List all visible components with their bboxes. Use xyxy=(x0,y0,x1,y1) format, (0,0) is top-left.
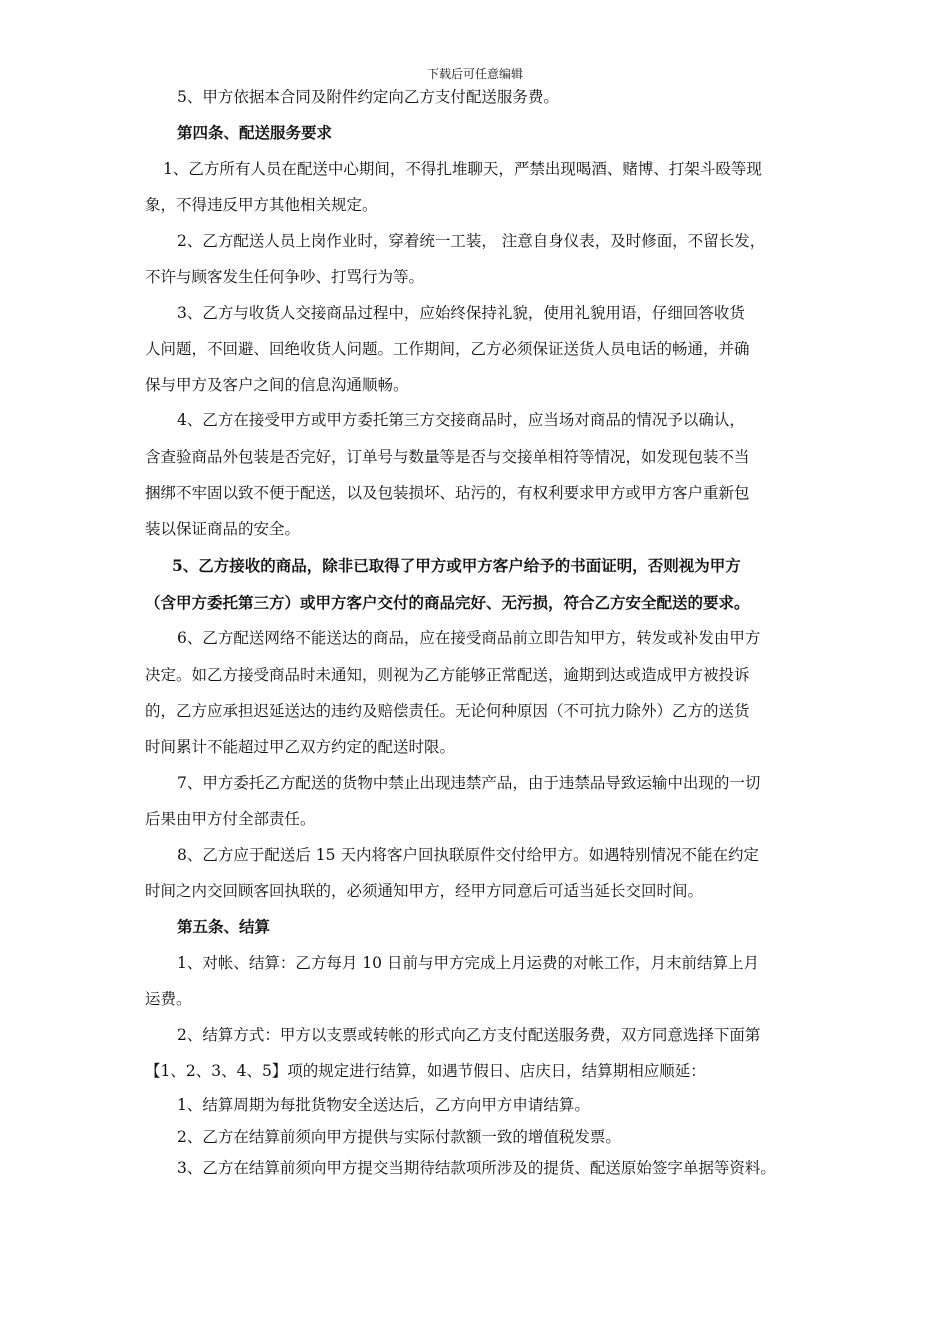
text-line: 装以保证商品的安全。 xyxy=(145,520,301,538)
text-line: 捆绑不牢固以致不便于配送，以及包装损坏、玷污的，有权利要求甲方或甲方客户重新包 xyxy=(145,484,750,502)
text-line: 2、乙方配送人员上岗作业时，穿着统一工装， 注意自身仪表，及时修面，不留长发， xyxy=(177,232,766,250)
text-line: 6、乙方配送网络不能送达的商品，应在接受商品前立即告知甲方，转发或补发由甲方 xyxy=(177,629,761,647)
section-heading: 第四条、配送服务要求 xyxy=(177,123,333,142)
text-line: 时间累计不能超过甲乙双方约定的配送时限。 xyxy=(145,738,456,756)
text-line: 后果由甲方付全部责任。 xyxy=(145,810,316,828)
text-line: 5、甲方依据本合同及附件约定向乙方支付配送服务费。 xyxy=(177,88,559,106)
text-line: 2、乙方在结算前须向甲方提供与实际付款额一致的增值税发票。 xyxy=(177,1128,621,1146)
text-line: 1、乙方所有人员在配送中心期间，不得扎堆聊天，严禁出现喝酒、赌博、打架斗殴等现 xyxy=(163,160,762,178)
bold-text-line: （含甲方委托第三方）或甲方客户交付的商品完好、无污损，符合乙方安全配送的要求。 xyxy=(145,593,750,612)
text-line: 1、结算周期为每批货物安全送达后，乙方向甲方申请结算。 xyxy=(177,1096,590,1114)
text-line: 不许与顾客发生任何争吵、打骂行为等。 xyxy=(145,268,425,286)
text-line: 人问题，不回避、回绝收货人问题。工作期间，乙方必须保证送货人员电话的畅通，并确 xyxy=(145,340,750,358)
page-header: 下载后可任意编辑 xyxy=(426,67,523,81)
bold-text-line: 5、乙方接收的商品，除非已取得了甲方或甲方客户给予的书面证明，否则视为甲方 xyxy=(172,556,741,575)
text-line: 保与甲方及客户之间的信息沟通顺畅。 xyxy=(145,376,409,394)
text-line: 的，乙方应承担迟延送达的违约及赔偿责任。无论何种原因（不可抗力除外）乙方的送货 xyxy=(145,702,750,720)
text-line: 7、甲方委托乙方配送的货物中禁止出现违禁产品，由于违禁品导致运输中出现的一切 xyxy=(177,774,761,792)
text-line: 象，不得违反甲方其他相关规定。 xyxy=(145,196,378,214)
text-line: 3、乙方在结算前须向甲方提交当期待结款项所涉及的提货、配送原始签字单据等资料。 xyxy=(177,1159,776,1177)
text-line: 含查验商品外包装是否完好，订单号与数量等是否与交接单相符等情况，如发现包装不当 xyxy=(145,448,750,466)
text-line: 2、结算方式：甲方以支票或转帐的形式向乙方支付配送服务费，双方同意选择下面第 xyxy=(177,1026,761,1044)
section-heading: 第五条、结算 xyxy=(177,917,271,936)
text-line: 3、乙方与收货人交接商品过程中，应始终保持礼貌，使用礼貌用语，仔细回答收货 xyxy=(177,304,745,322)
text-line: 8、乙方应于配送后 15 天内将客户回执联原件交付给甲方。如遇特别情况不能在约定 xyxy=(177,846,759,864)
text-line: 【1、2、3、4、5】项的规定进行结算，如遇节假日、店庆日，结算期相应顺延： xyxy=(145,1062,706,1080)
text-line: 1、对帐、结算：乙方每月 10 日前与甲方完成上月运费的对帐工作，月末前结算上月 xyxy=(177,954,759,972)
text-line: 4、乙方在接受甲方或甲方委托第三方交接商品时，应当场对商品的情况予以确认， xyxy=(177,411,745,429)
text-line: 决定。如乙方接受商品时未通知，则视为乙方能够正常配送，逾期到达或造成甲方被投诉 xyxy=(145,666,750,684)
text-line: 运费。 xyxy=(145,990,192,1008)
text-line: 时间之内交回顾客回执联的，必须通知甲方，经甲方同意后可适当延长交回时间。 xyxy=(145,882,704,900)
